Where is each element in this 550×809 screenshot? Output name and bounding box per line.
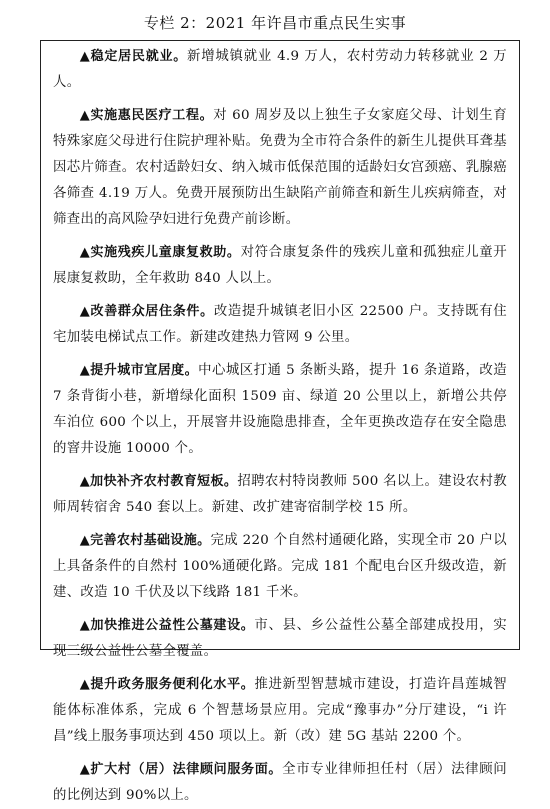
item-text: 市、县、乡公益性公墓全部建成投用，实现三级公益性公墓全覆盖。 — [53, 618, 507, 659]
item-heading: ▲提升城市宜居度。 — [79, 363, 199, 378]
item-text: 对符合康复条件的残疾儿童和孤独症儿童开展康复救助，全年救助 840 人以上。 — [53, 245, 507, 286]
list-item — [53, 44, 507, 96]
item-heading: ▲改善群众居住条件。 — [79, 304, 214, 319]
list-item — [53, 240, 507, 292]
item-text: 招聘农村特岗教师 500 名以上。建设农村教师周转宿舍 540 套以上。新建、改扩建寄宿制学校 15 所。 — [53, 474, 507, 515]
item-text: 全市专业律师担任村（居）法律顾问的比例达到 90%以上。 — [53, 762, 507, 803]
list-item — [53, 528, 507, 606]
item-heading: ▲实施惠民医疗工程。 — [79, 108, 214, 123]
item-heading: ▲实施残疾儿童康复救助。 — [79, 245, 241, 260]
list-item — [53, 103, 507, 233]
item-text: 完成 220 个自然村通硬化路，实现全市 20 户以上具备条件的自然村 100%通硬化路。完成 181 个配电台区升级改造，新建、改造 10 千伏及以下线路 181 千米。 — [53, 533, 507, 600]
item-text: 改造提升城镇老旧小区 22500 户。支持既有住宅加装电梯试点工作。新建改建热力管网 9 公里。 — [53, 304, 507, 345]
list-item — [53, 613, 507, 665]
item-text: 新增城镇就业 4.9 万人，农村劳动力转移就业 2 万人。 — [53, 49, 507, 90]
item-heading: ▲提升政务服务便利化水平。 — [79, 677, 255, 692]
list-item — [53, 469, 507, 521]
item-heading: ▲扩大村（居）法律顾问服务面。 — [79, 762, 283, 777]
item-text: 对 60 周岁及以上独生子女家庭父母、计划生育特殊家庭父母进行住院护理补贴。免费为全市符合条件的新生儿提供耳聋基因芯片筛查。农村适龄妇女、纳入城市低保范围的适龄妇女宫颈癌、乳腺癌各筛查 4.19 万人。免费开展预防出生缺陷产前筛查和新生儿疾病筛查，对筛查出的高风险孕妇进行免费产前诊断。 — [53, 108, 508, 227]
item-heading: ▲加快推进公益性公墓建设。 — [79, 618, 255, 633]
item-text: 推进新型智慧城市建设，打造许昌莲城智能体标准体系，完成 6 个智慧场景应用。完成“豫事办”分厅建设，“i 许昌”线上服务事项达到 450 项以上。新（改）建 5G 基站 2200 个。 — [53, 677, 507, 744]
item-heading: ▲加快补齐农村教育短板。 — [79, 474, 238, 489]
list-item — [53, 757, 507, 809]
column-caption: 专栏 2：2021 年许昌市重点民生实事 — [143, 14, 407, 32]
column-box — [40, 40, 520, 803]
item-text: 中心城区打通 5 条断头路，提升 16 条道路，改造 7 条背街小巷，新增绿化面积 1509 亩、绿道 20 公里以上，新增公共停车泊位 600 个以上，开展窨井设施隐患排查，全年更换改造存在安全隐患的窨井设施 10000 个。 — [53, 363, 507, 456]
item-heading: ▲稳定居民就业。 — [79, 49, 188, 64]
item-heading: ▲完善农村基础设施。 — [79, 533, 211, 548]
list-item — [53, 358, 507, 462]
list-item — [53, 672, 507, 750]
list-item — [53, 299, 507, 351]
